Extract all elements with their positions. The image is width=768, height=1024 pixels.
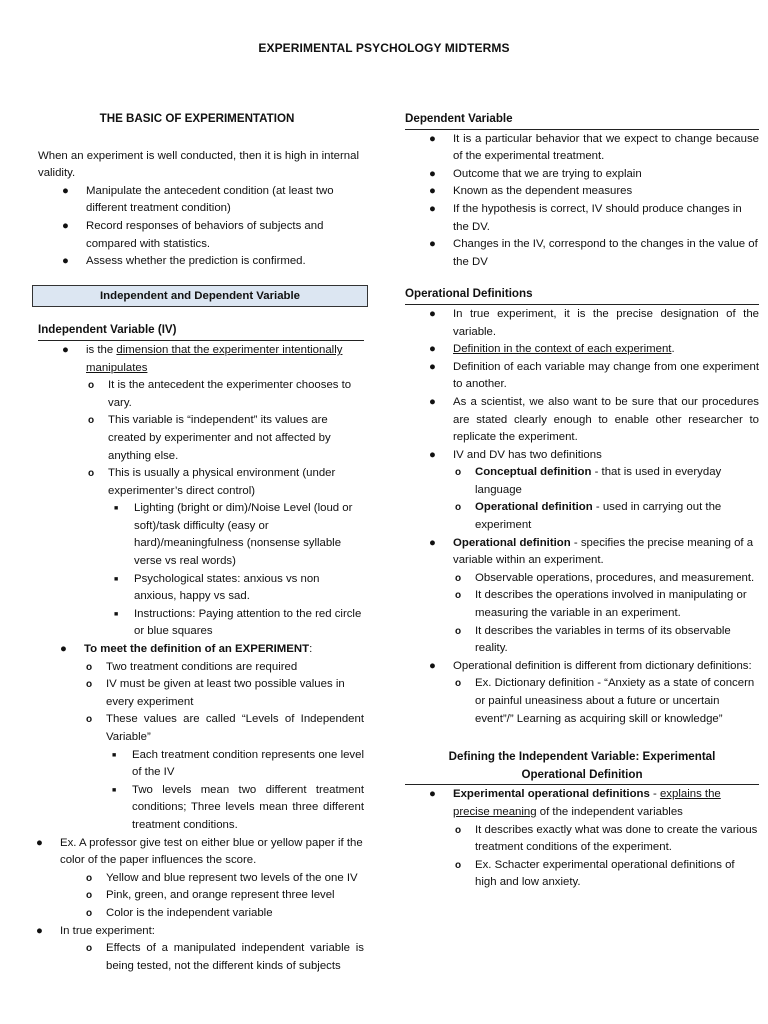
document-title: EXPERIMENTAL PSYCHOLOGY MIDTERMS xyxy=(258,41,510,55)
sub-sub-item: ■ Instructions: Paying attention to the red circle or blue squares xyxy=(114,607,362,638)
list-item: ● In true experiment, it is the precise designation of the variable. xyxy=(429,307,759,338)
list-item: ● As a scientist, we also want to be sure that our procedures are stated clearly enough to enable other researcher to replicate the experiment. xyxy=(429,395,759,444)
intro-paragraph: When an experiment is well conducted, then it is high in internal validity. xyxy=(38,149,360,180)
dv-title: Dependent Variable xyxy=(405,110,759,130)
sub-item: o Operational definition - used in carrying out the experiment xyxy=(455,501,722,532)
list-item: ● If the hypothesis is correct, IV should produce changes in the DV. xyxy=(429,202,742,233)
od-title: Operational Definitions xyxy=(405,285,759,305)
list-item: ● Assess whether the prediction is confirmed. xyxy=(62,255,306,268)
sub-item: o Color is the independent variable xyxy=(86,906,273,919)
sub-item: o Ex. Dictionary definition - “Anxiety as a state of concern or painful uneasiness about a future or uncertain event”/” Learning as acquiring skill or knowledge” xyxy=(455,677,755,725)
sub-item: o Conceptual definition - that is used in everyday language xyxy=(455,466,722,496)
list-item: ● To meet the definition of an EXPERIMENT: o Two treatment conditions are required o IV must be given at least two possible values in every experiment o These values are called “Levels of Independent Variable” ■ Each treatment condition represents one level of the IV ■ Two levels mean two different treatment conditions; Three levels mean three different treatment conditions. xyxy=(38,641,364,835)
sub-item: o It describes exactly what was done to create the various treatment conditions of the experiment. xyxy=(455,823,758,854)
intro-list xyxy=(38,183,364,271)
eod-list xyxy=(405,786,759,892)
list-item: ● Ex. A professor give test on either blue or yellow paper if the color of the paper influences the score. o Yellow and blue represent two levels of the one IV o Pink, green, and orange represent three level o Color is the independent variable xyxy=(12,835,364,923)
list-item: ● Known as the dependent measures xyxy=(429,185,633,198)
list-item: ● Changes in the IV, correspond to the changes in the value of the DV xyxy=(429,238,758,268)
sub-item: o Ex. Schacter experimental operational definitions of high and low anxiety. xyxy=(455,858,735,889)
sub-item: o IV must be given at least two possible values in every experiment xyxy=(86,678,345,708)
list-item: ● IV and DV has two definitions o Conceptual definition - that is used in everyday language o Operational definition - used in carrying out the experiment xyxy=(405,447,759,535)
sub-sub-item: ■ Psychological states: anxious vs non anxious, happy vs sad. xyxy=(114,572,320,603)
list-item: ● Definition in the context of each experiment. xyxy=(429,343,675,356)
list-item: ● Record responses of behaviors of subjects and compared with statistics. xyxy=(62,219,324,250)
experiment-list xyxy=(38,641,364,835)
sub-item: o This is usually a physical environment (under experimenter’s direct control) ■ Lighting (bright or dim)/Noise Level (loud or soft)/task difficulty (easy or hard)/meaningfulness (nonsense syllable verse vs real words) ■ Psychological states: anxious vs non anxious, happy vs sad. ■ Instructions: Paying attention to the red circle or blue squares xyxy=(86,465,364,641)
list-item: ● is the dimension that the experimenter intentionally manipulates o It is the antecedent the experimenter chooses to vary. o This variable is “independent” its values are created by experimenter and not affected by anything else. o This is usually a physical environment (under experimenter’s direct control) ■ Lighting (bright or dim)/Noise Level (loud or soft)/task difficulty (easy or hard)/meaningfulness (nonsense syllable verse vs real words) ■ Psychological states: anxious vs non anxious, happy vs sad. ■ Instructions: Paying attention to the red circle or blue squares xyxy=(38,342,364,641)
sub-item: o Two treatment conditions are required xyxy=(86,660,298,673)
sub-item: o It describes the variables in terms of its observable reality. xyxy=(455,624,731,655)
iv-title: Independent Variable (IV) xyxy=(38,321,364,341)
dv-list xyxy=(405,131,759,272)
sub-sub-item: ■ Two levels mean two different treatment conditions; Three levels mean three different treatment conditions. xyxy=(112,783,364,831)
list-item: ● Manipulate the antecedent condition (at least two different treatment condition) xyxy=(62,184,334,215)
list-item: ● It is a particular behavior that we expect to change because of the experimental treatment. xyxy=(429,132,759,163)
sub-item: o This variable is “independent” its values are created by experimenter and not affected by anything else. xyxy=(88,414,331,462)
sub-item: o Yellow and blue represent two levels of the one IV xyxy=(86,871,358,884)
sub-item: o Pink, green, and orange represent three level xyxy=(86,889,335,902)
sub-item: o Effects of a manipulated independent variable is being tested, not the different kinds of subjects xyxy=(86,942,364,972)
list-item: ● In true experiment: o Effects of a manipulated independent variable is being tested, not the different kinds of subjects xyxy=(12,923,364,976)
sub-item: o Observable operations, procedures, and measurement. xyxy=(455,571,755,584)
section-box-title: Independent and Dependent Variable xyxy=(32,285,368,308)
list-item: ● Definition of each variable may change from one experiment to another. xyxy=(429,360,759,391)
sub-item: o It is the antecedent the experimenter chooses to vary. xyxy=(88,379,352,409)
sub-sub-item: ■ Each treatment condition represents one level of the IV xyxy=(112,748,364,779)
iv-list xyxy=(38,342,364,641)
sub-item: o These values are called “Levels of Independent Variable” ■ Each treatment condition represents one level of the IV ■ Two levels mean two different treatment conditions; Three levels mean three different treatment conditions. xyxy=(84,711,364,834)
sub-sub-item: ■ Lighting (bright or dim)/Noise Level (loud or soft)/task difficulty (easy or hard)/meaningfulness (nonsense syllable verse vs real words) xyxy=(114,502,353,568)
list-item: ● Experimental operational definitions - explains the precise meaning of the independent variables o It describes exactly what was done to create the various treatment conditions of the experiment. o Ex. Schacter experimental operational definitions of high and low anxiety. xyxy=(405,786,759,892)
basic-title: THE BASIC OF EXPERIMENTATION xyxy=(99,112,295,125)
example-list xyxy=(12,835,364,976)
od-list xyxy=(405,306,759,728)
list-item: ● Operational definition - specifies the precise meaning of a variable within an experiment. o Observable operations, procedures, and measurement. o It describes the operations involved in manipulating or measuring the variable in an experiment. o It describes the variables in terms of its observable reality. xyxy=(405,535,759,658)
list-item: ● Operational definition is different from dictionary definitions: o Ex. Dictionary definition - “Anxiety as a state of concern or painful uneasiness about a future or uncertain event”/” Learning as acquiring skill or knowledge” xyxy=(405,658,759,728)
defining-iv-title: Defining the Independent Variable: Experimental Operational Definition xyxy=(405,748,759,785)
sub-item: o It describes the operations involved in manipulating or measuring the variable in an experiment. xyxy=(455,589,747,620)
list-item: ● Outcome that we are trying to explain xyxy=(429,167,642,180)
right-column xyxy=(405,110,759,892)
left-column xyxy=(38,110,364,975)
